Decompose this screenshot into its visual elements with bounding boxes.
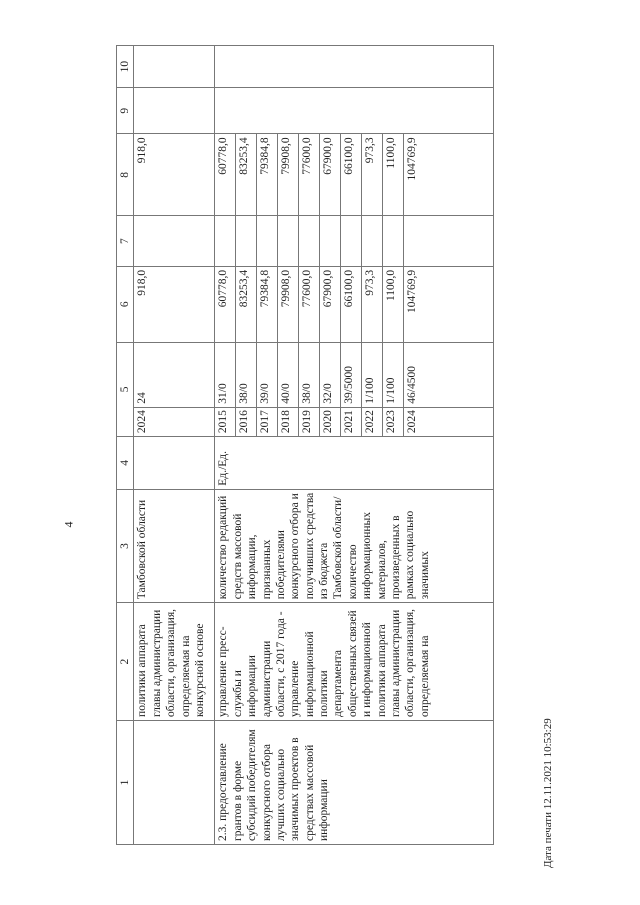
cell-5: 38/0: [299, 342, 320, 407]
cont-year: 2024: [134, 407, 215, 436]
cell-5: 40/0: [278, 342, 299, 407]
year-cell: 2016: [236, 407, 257, 436]
cell-6: 77600,0: [299, 266, 320, 342]
col-header-2: 2: [117, 603, 134, 721]
header-row: [117, 46, 134, 845]
cell-5: 46/4500: [404, 342, 494, 407]
col-header-5: 5: [117, 342, 134, 437]
cell-6: 79384,8: [257, 266, 278, 342]
cell-8: 83253,4: [236, 134, 257, 216]
cell-5: 31/0: [215, 342, 236, 407]
cont-cell-9: [134, 88, 215, 134]
cell-8: 973,3: [362, 134, 383, 216]
cell-5: 1/100: [362, 342, 383, 407]
rotated-table-container: [116, 45, 516, 845]
item-cell-10: [215, 46, 494, 88]
cell-8: 67900,0: [320, 134, 341, 216]
year-cell: 2024: [404, 407, 494, 436]
cell-7: [299, 216, 320, 266]
year-cell: 2022: [362, 407, 383, 436]
cell-8: 77600,0: [299, 134, 320, 216]
cell-7: [404, 216, 494, 266]
cell-7: [362, 216, 383, 266]
cell-6: 83253,4: [236, 266, 257, 342]
year-cell: 2021: [341, 407, 362, 436]
cont-cell-4: [134, 437, 215, 490]
cont-cell-3: Тамбовской области: [134, 489, 215, 603]
year-cell: 2020: [320, 407, 341, 436]
cell-6: 104769,9: [404, 266, 494, 342]
continuation-row: [134, 46, 215, 845]
col-header-7: 7: [117, 216, 134, 266]
col-header-9: 9: [117, 88, 134, 134]
cell-5: 39/5000: [341, 342, 362, 407]
page-number: 4: [61, 521, 76, 528]
cell-7: [236, 216, 257, 266]
year-cell: 2015: [215, 407, 236, 436]
cell-7: [383, 216, 404, 266]
cell-5: 39/0: [257, 342, 278, 407]
item-cell-4: Ед./Ед.: [215, 437, 494, 490]
year-cell: 2023: [383, 407, 404, 436]
col-header-8: 8: [117, 134, 134, 216]
cont-cell-5: 24: [134, 342, 215, 407]
cell-8: 1100,0: [383, 134, 404, 216]
item-cell-3: количество редакций средств массовой информации, признанных победителями конкурсного отбора и получивших средства из бюджета Тамбовской области/ количество информационных материалов, произведенных в рамках социально значимых: [215, 489, 494, 603]
col-header-10: 10: [117, 46, 134, 88]
year-cell: 2019: [299, 407, 320, 436]
table-row: [215, 46, 236, 845]
cell-6: 79908,0: [278, 266, 299, 342]
col-header-1: 1: [117, 720, 134, 844]
cell-6: 66100,0: [341, 266, 362, 342]
cell-5: 32/0: [320, 342, 341, 407]
item-cell-2: управление пресс-службы и информации администрации области, с 2017 года - управление информационной политики департамента общественных связей и информационной политики аппарата главы администрации области, организация, определяемая на: [215, 603, 494, 721]
col-header-3: 3: [117, 489, 134, 603]
cell-5: 1/100: [383, 342, 404, 407]
cont-cell-1: [134, 720, 215, 844]
print-date: Дата печати 12.11.2021 10:53:29: [542, 718, 554, 868]
cell-8: 79908,0: [278, 134, 299, 216]
cell-8: 104769,9: [404, 134, 494, 216]
program-table: [116, 45, 494, 845]
cell-7: [341, 216, 362, 266]
col-header-6: 6: [117, 266, 134, 342]
cell-7: [320, 216, 341, 266]
cont-cell-2: политики аппарата главы администрации области, организация, определяемая на конкурсной основе: [134, 603, 215, 721]
cont-cell-6: 918,0: [134, 266, 215, 342]
cell-6: 60778,0: [215, 266, 236, 342]
item-cell-1: 2.3. предоставление грантов в форме субсидий победителям конкурсного отбора лучших социально значимых проектов в средствах массовой информации: [215, 720, 494, 844]
year-cell: 2018: [278, 407, 299, 436]
cell-6: 67900,0: [320, 266, 341, 342]
cell-7: [215, 216, 236, 266]
cell-8: 79384,8: [257, 134, 278, 216]
col-header-4: 4: [117, 437, 134, 490]
cell-6: 1100,0: [383, 266, 404, 342]
cell-6: 973,3: [362, 266, 383, 342]
year-cell: 2017: [257, 407, 278, 436]
cell-5: 38/0: [236, 342, 257, 407]
cont-cell-7: [134, 216, 215, 266]
cell-8: 66100,0: [341, 134, 362, 216]
cell-7: [257, 216, 278, 266]
cell-7: [278, 216, 299, 266]
item-cell-9: [215, 88, 494, 134]
cont-cell-10: [134, 46, 215, 88]
cont-cell-8: 918,0: [134, 134, 215, 216]
cell-8: 60778,0: [215, 134, 236, 216]
